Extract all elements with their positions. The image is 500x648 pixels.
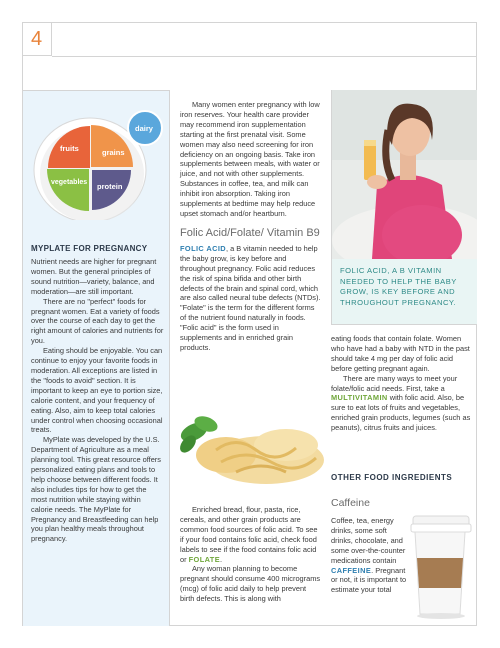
pull-quote: FOLIC ACID, A B VITAMIN NEEDED TO HELP THE BABY GROW, IS KEY BEFORE AND THROUGHOUT PREGNANCY. [331,259,477,325]
right-column [331,334,473,433]
header-rule [52,56,477,57]
multivitamin-text: There are many ways to meet your folate/folic acid needs. First, take a [331,373,458,393]
main-column-top [180,100,322,353]
plate-label-fruits: fruits [60,144,79,153]
caffeine-column [331,516,409,595]
caffeine-heading: Caffeine [331,497,370,509]
sidebar-paragraph: There are no "perfect" foods for pregnant women. Eat a variety of foods over the course of each day to get the right amount of calories and nutrients for you. [31,296,164,346]
folate-continued-paragraph: eating foods that contain folate. Women who have had a baby with NTD in the past should take 4 mg per day of folic acid before getting pregnant again. [331,334,470,373]
plate-label-vegetables: vegetables [51,179,88,186]
plate-label-grains: grains [102,148,125,157]
plate-label-protein: protein [97,182,123,191]
keyword-folate: FOLATE [188,554,221,564]
folic-acid-text: , a B vitamin needed to help the baby grow, is key before and throughout pregnancy. Folic acid reduces the risk of spina bifida and other birth defects of the brain and spinal cord, which are also called neural tube defects (NTDs). "Folate" is the term for the different forms of the nutrient found naturally in foods. "Folic acid" is the form used in supplements and in enriched grain products. [180,243,321,352]
main-column-bottom [180,505,322,604]
planning-paragraph: Any woman planning to become pregnant should consume 400 micrograms (mcg) of folic acid daily to help prevent birth defects. This is along with [180,564,321,604]
pasta-image [176,400,326,495]
keyword-folic-acid: FOLIC ACID [180,243,227,253]
sidebar-paragraph: MyPlate was developed by the U.S. Department of Agriculture as a meal planning tool. This great resource offers personalized eating plans and tools to help choose between different foods. It also includes tips for how to get the most nutrition while staying within calorie needs. The MyPlate for Pregnancy and Breastfeeding can help you plan healthy meals throughout pregnancy. [31,435,161,544]
pasta-illustration [176,400,326,495]
folic-acid-heading: Folic Acid/Folate/ Vitamin B9 [180,226,320,239]
coffee-cup-icon [405,510,475,620]
myplate-icon [30,100,165,220]
sidebar-body [31,257,164,544]
plate-label-dairy: dairy [135,124,153,133]
multivitamin-text-rest: with folic acid. Also, be sure to eat lots of fruits and vegetables, enriched grain products, legumes (such as peanuts), citrus fruits and juices. [331,393,471,433]
sidebar-paragraph: Eating should be enjoyable. You can continue to enjoy your favorite foods in moderation. All exceptions are listed in the "foods to avoid" section. It is important to keep an eye to portion size, calorie content, and your frequency of eating. Also, aim to keep total calories under control when choosing occasional treats. [31,346,163,435]
grain-text-end: . [220,554,223,564]
caffeine-text-rest: . Pregnant or not, it is important to estimate your total [331,565,407,595]
page-number: 4 [22,22,52,56]
folic-acid-paragraph [180,244,322,353]
grain-paragraph [180,505,322,564]
myplate-graphic [30,100,165,220]
other-ingredients-title: OTHER FOOD INGREDIENTS [331,473,453,482]
caffeine-text: Coffee, tea, energy drinks, some soft drinks, chocolate, and some over-the-counter medications contain [331,516,406,565]
grain-text: Enriched bread, flour, pasta, rice, cereals, and other grain products are common food sources of folic acid. To see if your food contains folic acid, check food labels to see if the food contains folic acid or [180,505,318,564]
multivitamin-paragraph [331,374,473,433]
keyword-caffeine: CAFFEINE [331,565,372,575]
sidebar-paragraph: Nutrient needs are higher for pregnant women. But the general principles of sound nutrition—variety, balance, and moderation—are still important. [31,257,157,296]
coffee-cup-image [405,510,475,620]
iron-paragraph: Many women enter pregnancy with low iron reserves. Your health care provider may recommend iron supplementation starting at the first prenatal visit. Some women may also need screening for iron deficiency on an ongoing basis. Take iron supplements between meals, with water or juice, and not with other supplements. Substances in coffee, tea, and milk can inhibit iron absorption. Taking iron supplements at bedtime may help reduce upset stomach and/or heartburn. [180,100,320,218]
pregnant-woman-photo [331,90,477,259]
photo-illustration [332,90,477,259]
keyword-multivitamin: MULTIVITAMIN [331,393,388,403]
sidebar-title: MYPLATE FOR PREGNANCY [31,244,148,253]
caffeine-paragraph [331,516,409,595]
